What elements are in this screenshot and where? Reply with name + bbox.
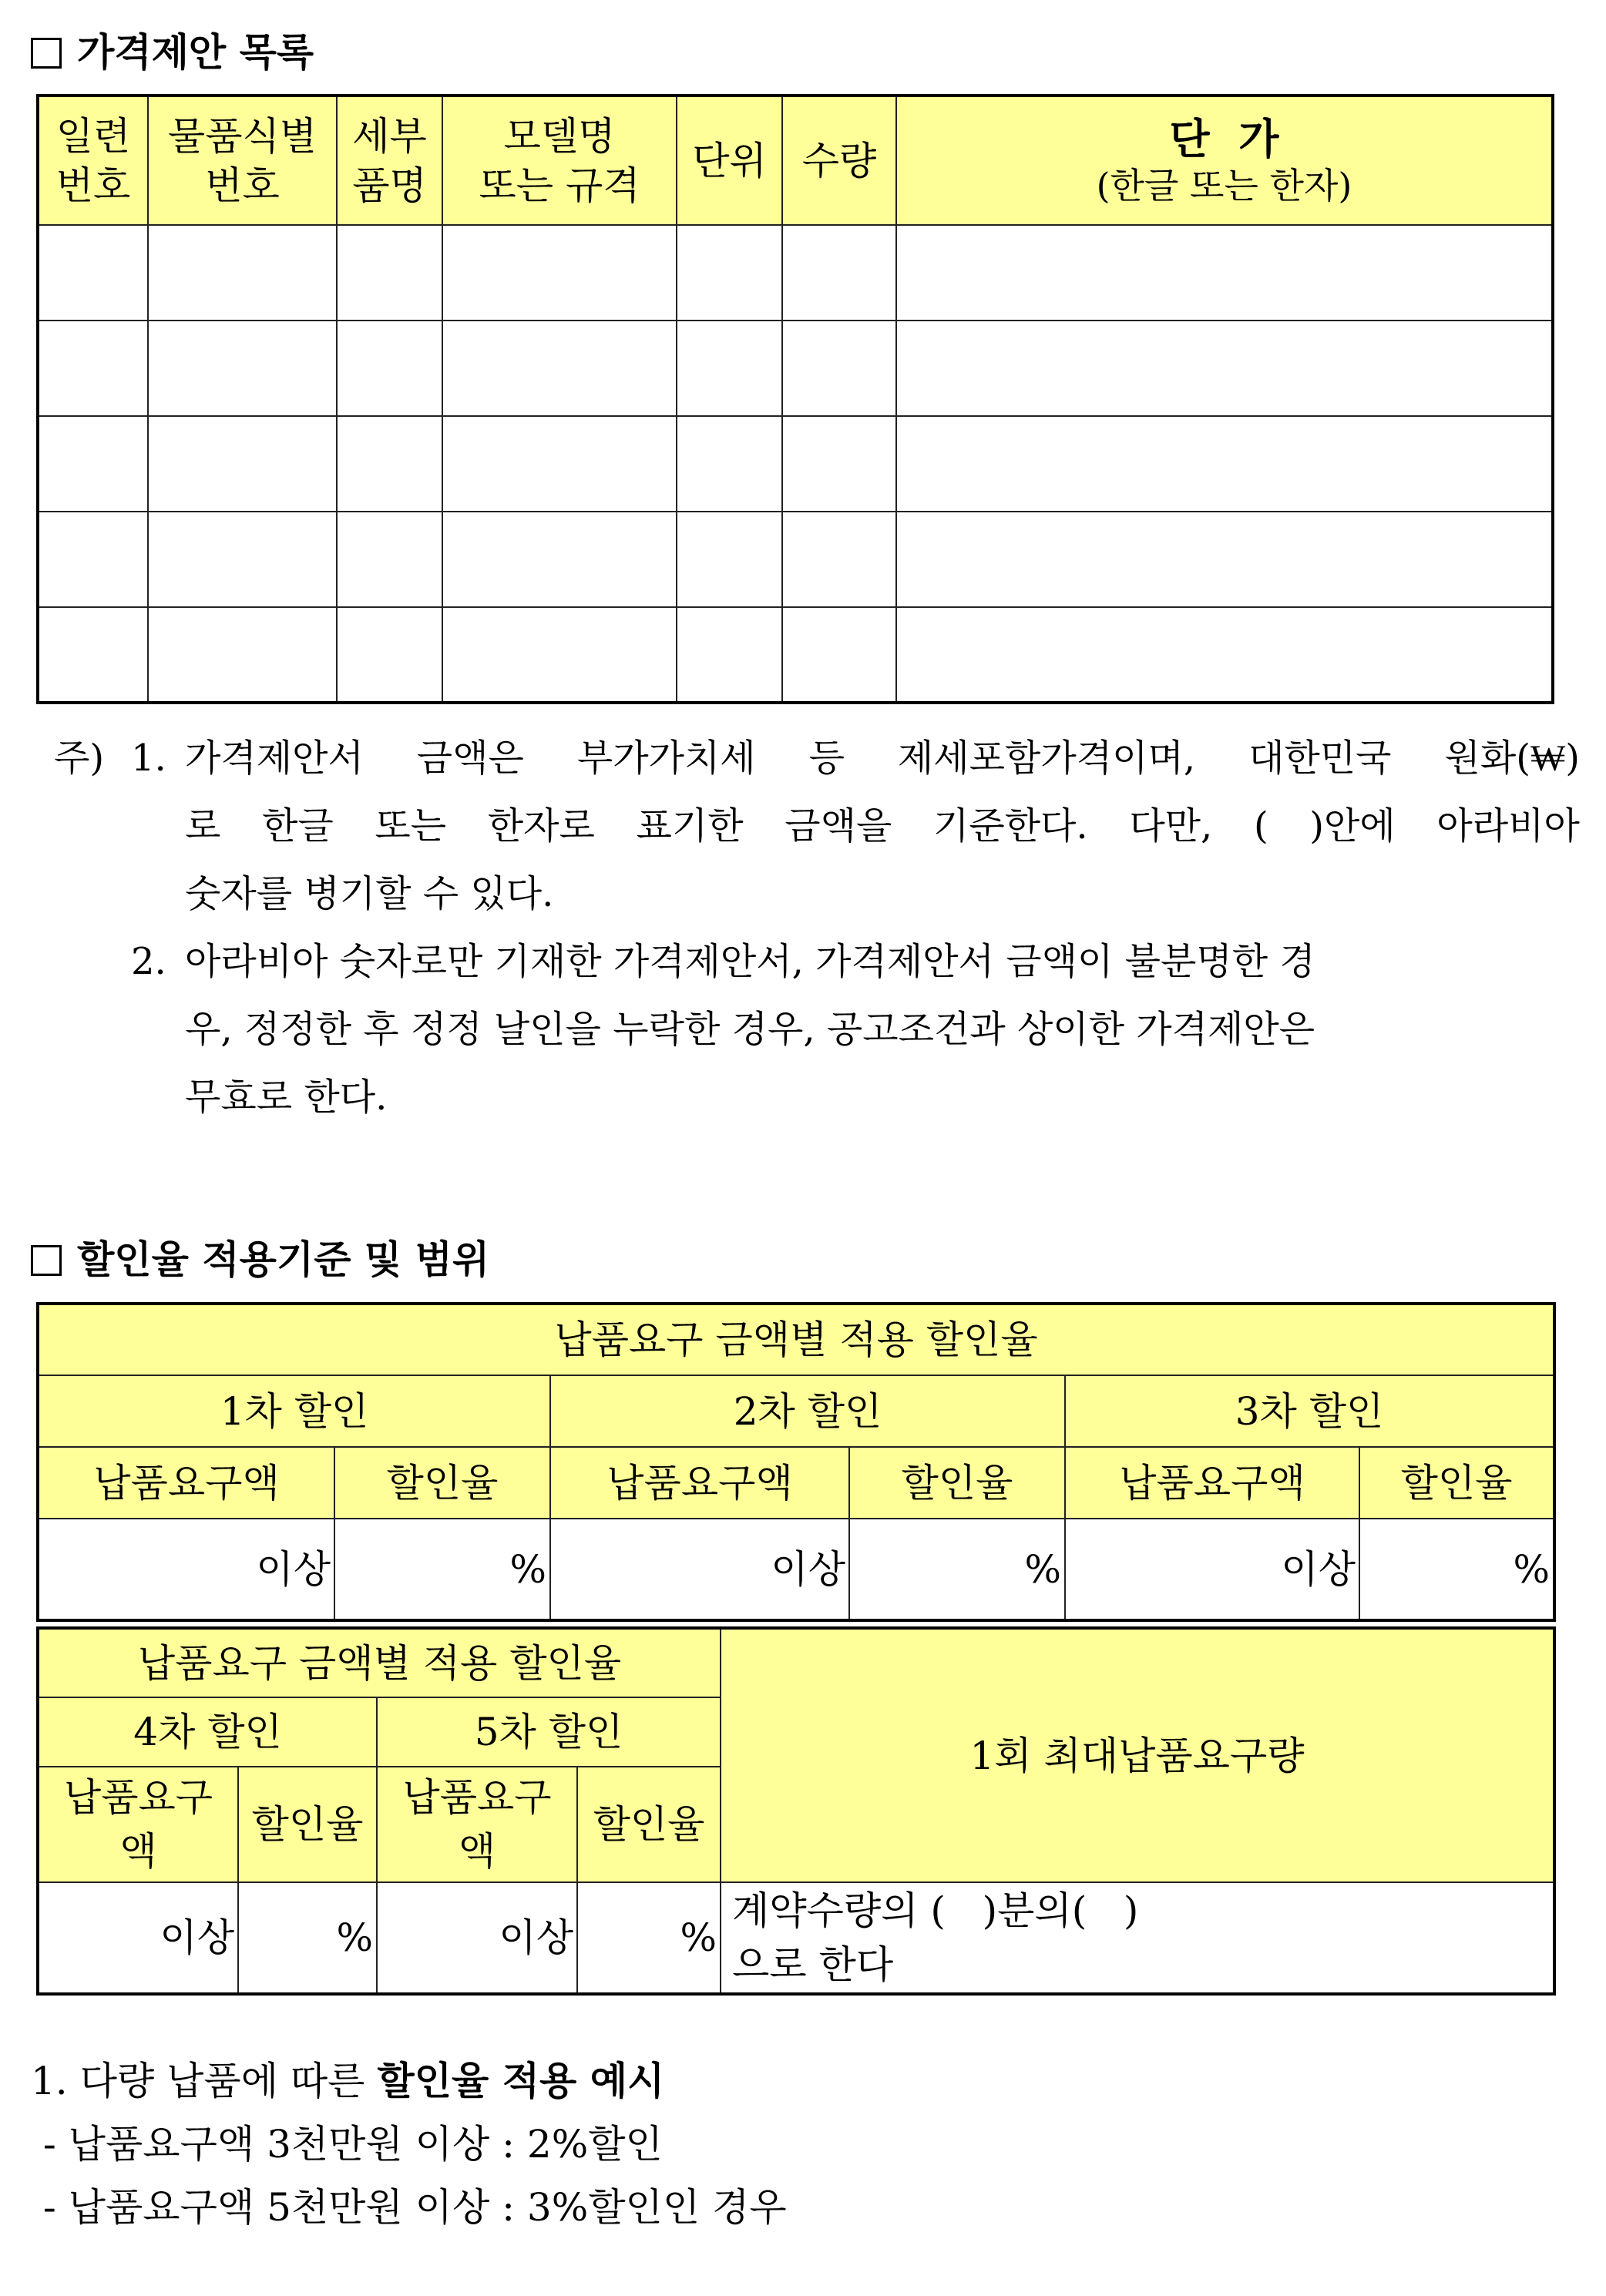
header-detail-name: 세부 품명	[337, 96, 442, 225]
amount-cell[interactable]: 이상	[550, 1519, 849, 1620]
discount-2-header: 2차 할인	[550, 1375, 1065, 1447]
example-line-2: - 납품요구액 5천만원 이상 : 3%할인인 경우	[31, 2185, 787, 2230]
note-1-line-1: 가격제안서 금액은 부가가치세 등 제세포함가격이며, 대한민국 원화(₩)	[185, 737, 1580, 780]
note-2-number: 2.	[131, 940, 166, 983]
section-title: 가격제안 목록	[77, 30, 314, 75]
discount-5-header: 5차 할인	[377, 1697, 721, 1767]
discount-table-2	[36, 1626, 1556, 1996]
section-title: 할인율 적용기준 및 범위	[77, 1237, 490, 1282]
discount-1-header: 1차 할인	[38, 1375, 550, 1447]
amount-header: 납품요구액	[550, 1447, 849, 1519]
rate-cell[interactable]: %	[577, 1882, 721, 1994]
discount-table-2-title: 납품요구 금액별 적용 할인율	[38, 1628, 721, 1697]
table-row	[38, 512, 1553, 607]
table-row	[38, 321, 1553, 416]
max-order-line-2: 으로 한다	[732, 1942, 894, 1987]
notes-block	[54, 724, 1580, 1131]
discount-table-1	[36, 1302, 1556, 1622]
rate-cell[interactable]: %	[238, 1882, 377, 1994]
note-1-line-2: 로 한글 또는 한자로 표기한 금액을 기준한다. 다만, ( )안에 아라비아	[185, 804, 1580, 848]
table-row	[38, 416, 1553, 512]
unit-price-sublabel: (한글 또는 한자)	[1096, 164, 1352, 206]
example-line-1: - 납품요구액 3천만원 이상 : 2%할인	[31, 2122, 663, 2167]
header-model: 모델명 또는 규격	[442, 96, 677, 225]
rate-header: 할인율	[849, 1447, 1065, 1519]
rate-header: 할인율	[1359, 1447, 1554, 1519]
amount-cell[interactable]: 이상	[1065, 1519, 1359, 1620]
note-1-number: 1.	[131, 737, 166, 780]
checkbox-square-icon	[31, 38, 62, 69]
discount-4-header: 4차 할인	[38, 1697, 377, 1767]
rate-header: 할인율	[577, 1767, 721, 1882]
rate-header: 할인율	[238, 1767, 377, 1882]
rate-cell[interactable]: %	[334, 1519, 550, 1620]
checkbox-square-icon	[31, 1245, 62, 1276]
header-unit: 단위	[677, 96, 782, 225]
amount-cell[interactable]: 이상	[377, 1882, 577, 1994]
unit-price-label: 단 가	[1169, 114, 1279, 163]
amount-header: 납품요구액	[1065, 1447, 1359, 1519]
amount-header: 납품요구 액	[38, 1767, 238, 1882]
discount-3-header: 3차 할인	[1065, 1375, 1554, 1447]
example-heading	[31, 2049, 664, 2113]
note-1-line-3: 숫자를 병기할 수 있다.	[185, 872, 554, 915]
price-list-table	[36, 94, 1554, 704]
table-row	[38, 225, 1553, 321]
example-bold: 할인율 적용 예시	[377, 2059, 665, 2103]
rate-cell[interactable]: %	[849, 1519, 1065, 1620]
note-2-line-1: 아라비아 숫자로만 기재한 가격제안서, 가격제안서 금액이 불분명한 경	[185, 940, 1315, 983]
amount-cell[interactable]: 이상	[38, 1882, 238, 1994]
table-row	[38, 607, 1553, 703]
amount-header: 납품요구 액	[377, 1767, 577, 1882]
note-2-line-2: 우, 정정한 후 정정 날인을 누락한 경우, 공고조건과 상이한 가격제안은	[185, 1008, 1315, 1051]
section-heading-discount	[31, 1229, 489, 1284]
max-order-header: 1회 최대납품요구량	[721, 1628, 1554, 1882]
header-quantity: 수량	[782, 96, 896, 225]
max-order-line-1: 계약수량의 ( )분의( )	[732, 1888, 1139, 1933]
header-item-id: 물품식별 번호	[148, 96, 337, 225]
rate-cell[interactable]: %	[1359, 1519, 1554, 1620]
example-prefix: 1. 다량 납품에 따른	[31, 2059, 378, 2103]
note-2-line-3: 무효로 한다.	[185, 1076, 388, 1119]
amount-cell[interactable]: 이상	[38, 1519, 334, 1620]
section-heading-price-list	[31, 22, 314, 77]
rate-header: 할인율	[334, 1447, 550, 1519]
header-unit-price	[896, 96, 1553, 225]
amount-header: 납품요구액	[38, 1447, 334, 1519]
max-order-value[interactable]	[721, 1882, 1554, 1994]
note-marker: 주)	[54, 737, 105, 780]
header-serial-no: 일련 번호	[38, 96, 148, 225]
discount-table-title: 납품요구 금액별 적용 할인율	[38, 1304, 1554, 1375]
